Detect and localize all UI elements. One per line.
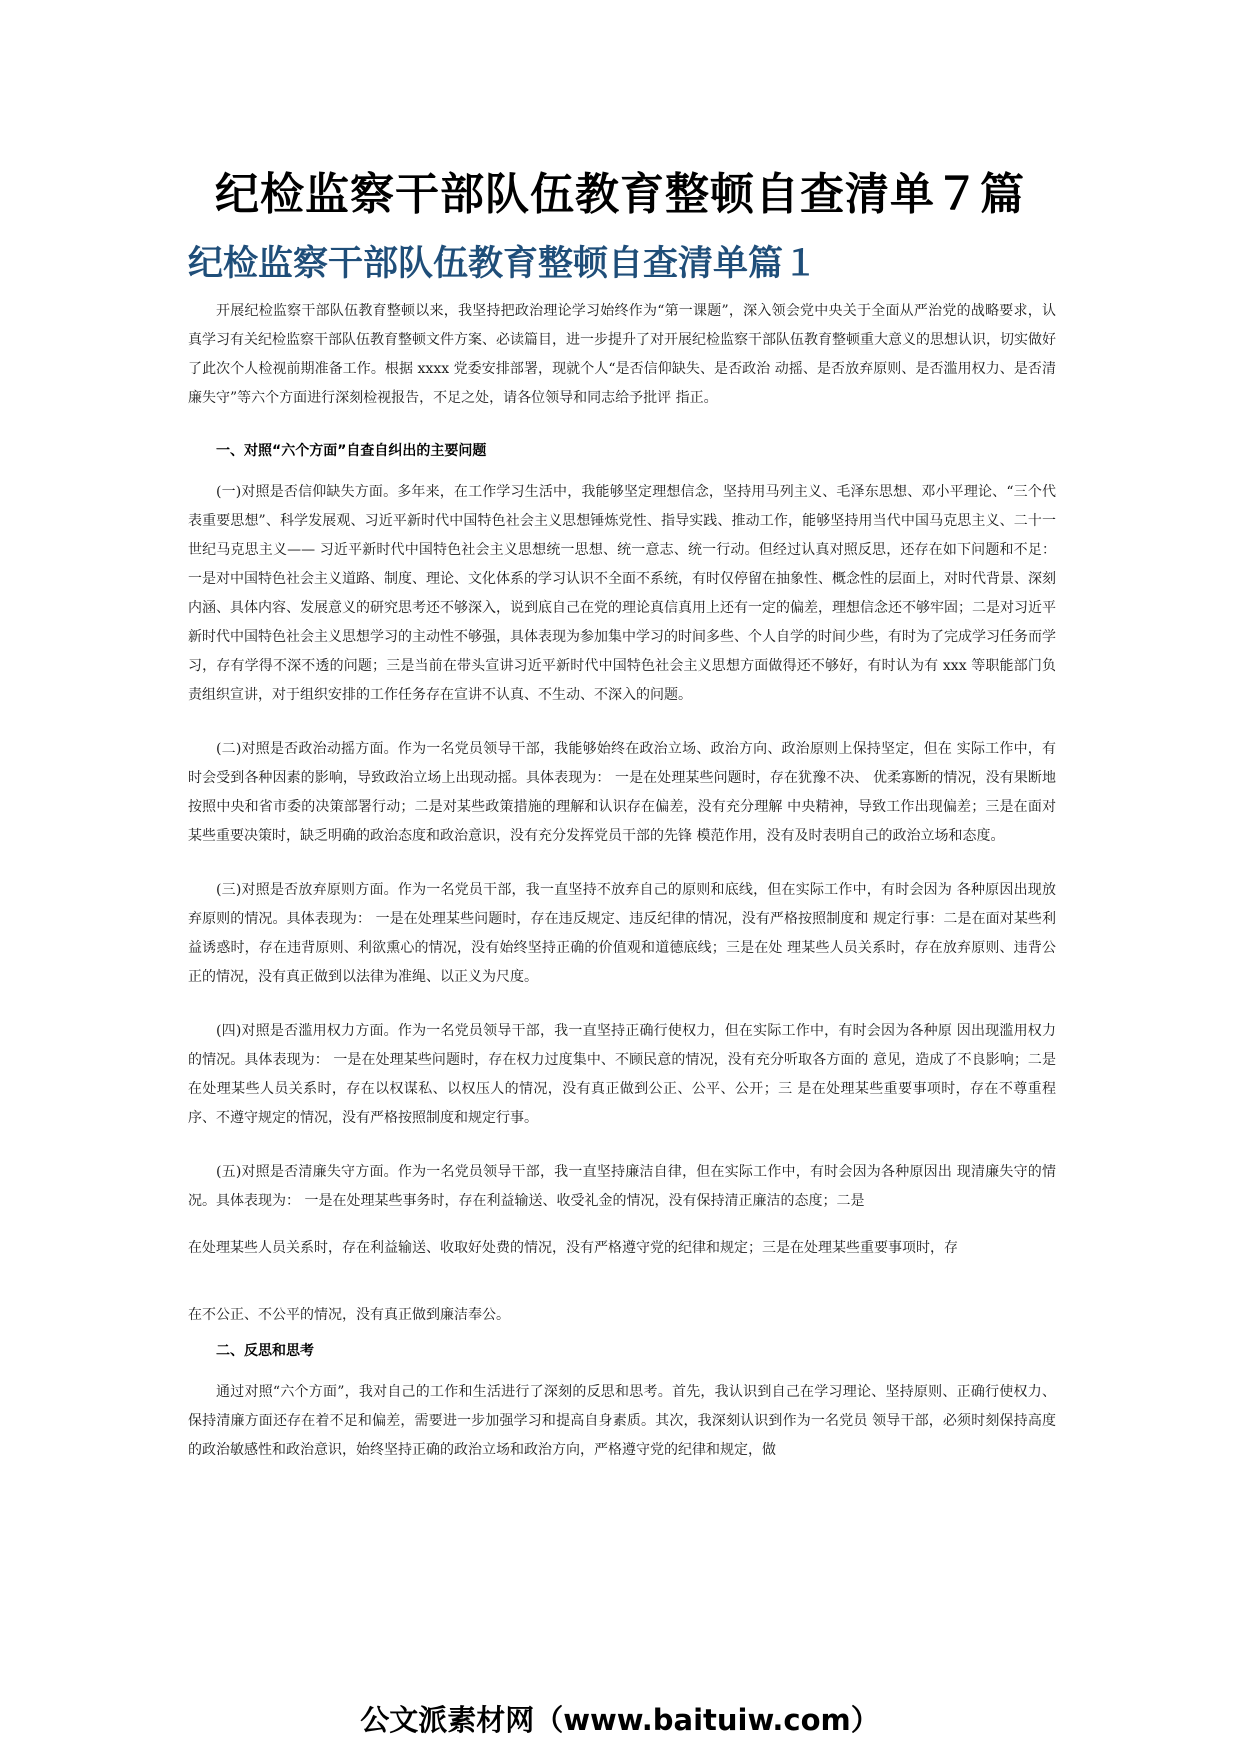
paragraph-principle: (三)对照是否放弃原则方面。作为一名党员干部，我一直坚持不放弃自己的原则和底线，但在实际工作中，有时会因为 各种原因出现放弃原则的情况。具体表现为： 一是在处理某些问题时，存在违反规定、违反纪律的情况，没有严格按照制度和 规定行事：二是在面对某些利益诱惑时，存在违背原则、利欲熏心的情况，没有始终坚持正确的价值观和道德底线；三是在处 理某些人员关系时，存在放弃原则、违背公正的情况，没有真正做到以法律为准绳、以正义为尺度。	[188, 882, 1056, 985]
paragraph-political: (二)对照是否政治动摇方面。作为一名党员领导干部，我能够始终在政治立场、政治方向、政治原则上保持坚定，但在 实际工作中，有时会受到各种因素的影响，导致政治立场上出现动摇。具体表现为： 一是在处理某些问题时，存在犹豫不决、 优柔寡断的情况，没有果断地按照中央和省市委的决策部署行动；二是对某些政策措施的理解和认识存在偏差，没有充分理解 中央精神，导致工作出现偏差；三是在面对某些重要决策时，缺乏明确的政治态度和政治意识，没有充分发挥党员干部的先锋 模范作用，没有及时表明自己的政治立场和态度。	[188, 741, 1056, 844]
section-heading-1: 一、对照“六个方面”自查自纠出的主要问题	[216, 443, 487, 459]
document-body	[188, 297, 1056, 1490]
footer-watermark: 公文派素材网（www.baituiw.com）	[360, 1703, 880, 1737]
section-heading-2: 二、反思和思考	[216, 1343, 314, 1359]
paragraph-integrity-continued: 在处理某些人员关系时，存在利益输送、收取好处费的情况，没有严格遵守党的纪律和规定；三是在处理某些重要事项时，存	[188, 1240, 958, 1256]
intro-paragraph: 开展纪检监察干部队伍教育整顿以来，我坚持把政治理论学习始终作为“第一课题”，深入领会党中央关于全面从严治党的战略要求，认真学习有关纪检监察干部队伍教育整顿文件方案、必读篇目，进一步提升了对开展纪检监察干部队伍教育整顿重大意义的思想认识，切实做好了此次个人检视前期准备工作。根据 xxxx 党委安排部署，现就个人“是否信仰缺失、是否政治 动摇、是否放弃原则、是否滥用权力、是否清廉失守”等六个方面进行深刻检视报告，不足之处，请各位领导和同志给予批评 指正。	[188, 303, 1056, 406]
paragraph-reflection: 通过对照“六个方面”，我对自己的工作和生活进行了深刻的反思和思考。首先，我认识到自己在学习理论、坚持原则、正确行使权力、保持清廉方面还存在着不足和偏差，需要进一步加强学习和提高自身素质。其次，我深刻认识到作为一名党员 领导干部，必须时刻保持高度的政治敏感性和政治意识，始终坚持正确的政治立场和政治方向，严格遵守党的纪律和规定，做	[188, 1384, 1056, 1458]
paragraph-belief: (一)对照是否信仰缺失方面。多年来，在工作学习生活中，我能够坚定理想信念，坚持用马列主义、毛泽东思想、邓小平理论、“三个代表重要思想”、科学发展观、习近平新时代中国特色社会主义思想锤炼党性、指导实践、推动工作，能够坚持用当代中国马克思主义、二十一世纪马克思主义—— 习近平新时代中国特色社会主义思想统一思想、统一意志、统一行动。但经过认真对照反思，还存在如下问题和不足： 一是对中国特色社会主义道路、制度、理论、文化体系的学习认识不全面不系统，有时仅停留在抽象性、概念性的层面上，对时代背景、深刻内涵、具体内容、发展意义的研究思考还不够深入，说到底自己在党的理论真信真用上还有一定的偏差，理想信念还不够牢固；二是对习近平新时代中国特色社会主义思想学习的主动性不够强，具体表现为参加集中学习的时间多些、个人自学的时间少些，有时为了完成学习任务而学习，存有学得不深不透的问题；三是当前在带头宣讲习近平新时代中国特色社会主义思想方面做得还不够好，有时认为有 xxx 等职能部门负责组织宣讲，对于组织安排的工作任务存在宣讲不认真、不生动、不深入的问题。	[188, 484, 1056, 703]
paragraph-integrity: (五)对照是否清廉失守方面。作为一名党员领导干部，我一直坚持廉洁自律，但在实际工作中，有时会因为各种原因出 现清廉失守的情况。具体表现为： 一是在处理某些事务时，存在利益输送、收受礼金的情况，没有保持清正廉洁的态度；二是	[188, 1164, 1056, 1209]
paragraph-power: (四)对照是否滥用权力方面。作为一名党员领导干部，我一直坚持正确行使权力，但在实际工作中，有时会因为各种原 因出现滥用权力的情况。具体表现为： 一是在处理某些问题时，存在权力过度集中、不顾民意的情况，没有充分听取各方面的 意见，造成了不良影响；二是在处理某些人员关系时，存在以权谋私、以权压人的情况，没有真正做到公正、公平、公开；三 是在处理某些重要事项时，存在不尊重程序、不遵守规定的情况，没有严格按照制度和规定行事。	[188, 1023, 1056, 1126]
paragraph-integrity-end: 在不公正、不公平的情况，没有真正做到廉洁奉公。	[188, 1307, 510, 1323]
main-title: 纪检监察干部队伍教育整顿自查清单７篇	[215, 169, 1025, 220]
article-title: 纪检监察干部队伍教育整顿自查清单篇１	[188, 244, 819, 284]
